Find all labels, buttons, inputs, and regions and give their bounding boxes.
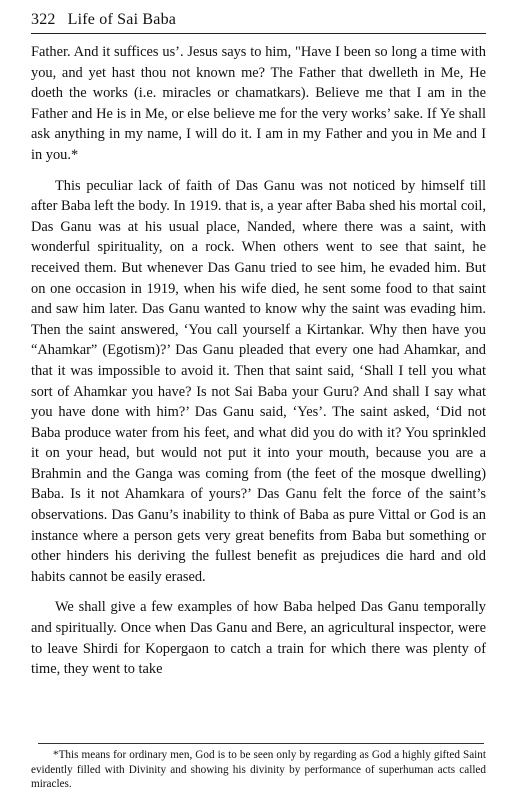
running-header <box>31 10 486 30</box>
footnote-rule <box>38 743 484 744</box>
footnote-text: *This means for ordinary men, God is to be seen only by regarding as God a highly gifted Saint evidently filled with Divinity and showing his divinity by performance of superhuman acts called miracles. <box>31 749 486 790</box>
paragraph-examples: We shall give a few examples of how Baba helped Das Ganu temporally and spiritually. Once when Das Ganu and Bere, an agricultural inspector, were to leave Shirdi for Kopergaon to catch a train for which there was plenty of time, they went to take <box>31 599 486 678</box>
page-number: 322 <box>31 11 56 28</box>
running-title: Life of Sai Baba <box>67 11 177 28</box>
footnote <box>31 748 486 792</box>
paragraph-das-ganu-faith: This peculiar lack of faith of Das Ganu was not noticed by himself till after Baba left the body. In 1919. that is, a year after Baba shed his mortal coil, Das Ganu was at his usual place, Nanded, where there was a saint, with wonderful spirituality, on a rock. When others went to see that saint, he received them. But whenever Das Ganu tried to see him, he evaded him. But on one occasion in 1919, when his wife died, he sent some food to that saint and saw him later. Das Ganu wanted to know why the saint was evading him. Then the saint answered, ‘You call yourself a Kirtankar. Why then have you “Ahamkar” (Egotism)?’ Das Ganu pleaded that every one had Ahamkar, and that it was impossible to avoid it. Then that saint said, ‘Shall I tell you what sort of Ahamkar you have? Is not Sai Baba your Guru? And shall I say what you have done with him?’ Das Ganu said, ‘Yes’. The saint asked, ‘Did not Baba produce water from his feet, and what did you do with it? You sprinkled it on your head, but would not put it into your mouth, because you are a Brahmin and the Ganga was coming from (the feet of the mosque dwelling) Baba. Is it not Ahamkara of yours?’ Das Ganu felt the force of the saint’s observations. Das Ganu’s inability to think of Baba as pure Vittal or God is an instance where a person gets very great benefits from Baba but something or other hinders his deriving the fullest benefit as prejudices die hard and old habits cannot be easily erased. <box>31 177 486 585</box>
paragraph-continued: Father. And it suffices us’. Jesus says to him, "Have I been so long a time with you, and yet hast thou not known me? The Father that dwelleth in Me, He doeth the works (i.e. miracles or chamatkars). Believe me that I am in the Father and He is in Me, or else believe me for the very works’ sake. If Ye shall ask anything in my name, I will do it. I am in my Father and you in Me and I in you.* <box>31 44 486 163</box>
body-text <box>31 42 486 690</box>
header-rule <box>31 33 486 34</box>
